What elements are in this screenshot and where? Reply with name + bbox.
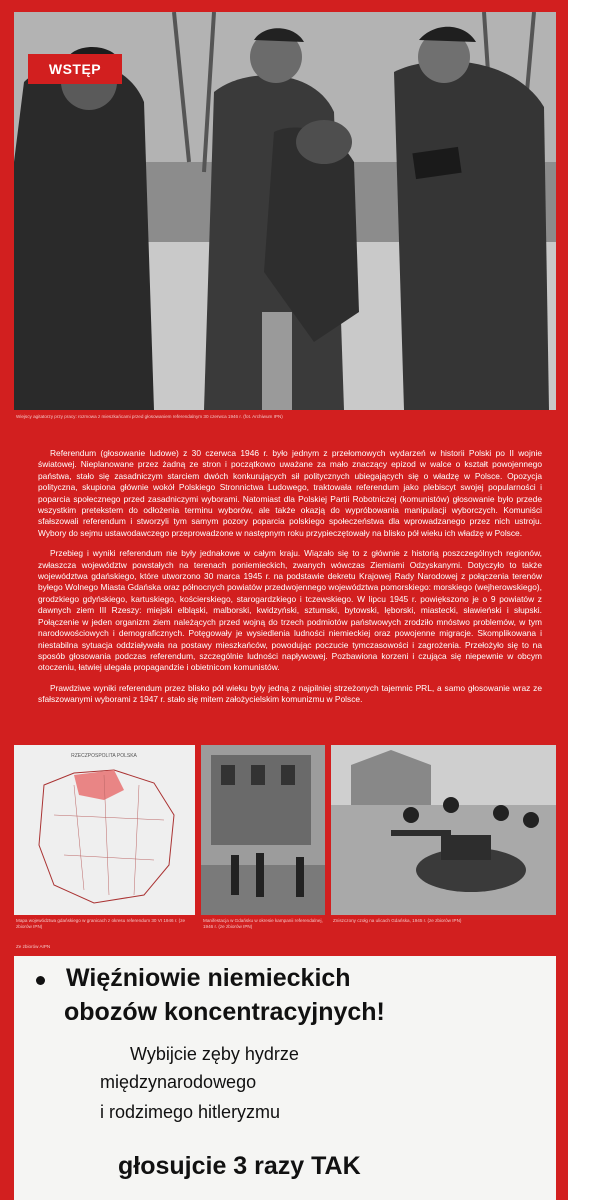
poster-line-4: międzynarodowego: [100, 1072, 257, 1092]
tank-illustration: [331, 745, 556, 915]
article-body: [38, 448, 542, 715]
right-margin-strip: [568, 0, 607, 1200]
street-illustration: [201, 745, 325, 915]
map-title: RZECZPOSPOLITA POLSKA: [71, 753, 137, 759]
tank-photo-caption: Zniszczony czołg na ulicach Gdańska, 1945 r. (ze zbiorów IPN): [333, 918, 462, 923]
street-photo-caption: Manifestacja w Gdańsku w okresie kampanii referendalnej, 1946 r. (ze zbiorów IPN): [203, 918, 323, 929]
map-caption: Mapa województwa gdańskiego w granicach z okresu referendum 30 VI 1946 r. (ze zbiorów IPN): [16, 918, 186, 929]
paragraph-3: Prawdziwe wyniki referendum przez blisko pół wieku były jedną z najpilniej strzeżonych tajemnic PRL, a samo głosowanie wraz ze sfałszowanymi wyborami z 1947 r. stało się mitem założycielskim komunizmu w Polsce.: [38, 682, 542, 705]
tank-photo-thumbnail: [331, 745, 556, 915]
photo-credit: Ze zbiorów AIPN: [16, 944, 51, 949]
map-thumbnail: [14, 745, 195, 915]
poster-line-3: Wybijcie zęby hydrze: [130, 1044, 299, 1064]
poster-line-5: i rodzimego hitleryzmu: [100, 1102, 281, 1122]
main-photo-caption: Wiejscy agitatorzy przy pracy: rozmowa z mieszkańcami przed głosowaniem referendalnym 30 czerwca 1946 r. (fot. Archiwum IPN): [16, 414, 283, 419]
main-photo: [14, 12, 556, 410]
poster-bullet: [36, 976, 45, 985]
paragraph-1: Referendum (głosowanie ludowe) z 30 czerwca 1946 r. było jednym z przełomowych wydarzeń w historii Polski po II wojnie światowej. Nieplanowane przez żadną ze stron i początkowo uważane za mało znaczący epizod w walce o kształt powojennego państwa, stało się zasadniczym starciem dwóch konkurujących sił politycznych ubiegających się o władzę w Polsce. Opozycja polityczna, skupiona głównie wokół Polskiego Stronnictwa Ludowego, traktowała referendum jako plebiscyt swojej popularności i poparcia społecznego przed zasadniczymi wyborami. Natomiast dla Polskiej Partii Robotniczej (komunistów) głosowanie było przede wszystkim pretekstem do odłożenia terminu wyborów, ale także okazją do wypróbowania manipulacji wyborczych. Komuniści sfałszowali referendum i stworzyli tym samym pozory poparcia polskiego społeczeństwa dla wprowadzanego przez nich ustroju. Wybory do sejmu ustawodawczego przeprowadzone w następnym roku przypieczętowały na blisko pół wieku ich władzę w Polsce.: [38, 448, 542, 538]
poster-line-1: Więźniowie niemieckich: [66, 964, 351, 992]
map-illustration: [14, 745, 195, 915]
street-photo-thumbnail: [201, 745, 325, 915]
propaganda-poster: [14, 956, 556, 1200]
paragraph-2: Przebieg i wyniki referendum nie były jednakowe w całym kraju. Wiązało się to z głównie z historią poszczególnych regionów, zwłaszcza województw powstałych na terenach poniemieckich, zwanych wówczas Ziemiami Odzyskanymi. Dotyczyło to także województwa gdańskiego, które utworzono 30 marca 1945 r. na podstawie dekretu Krajowej Rady Narodowej z połączenia terenów byłego Wolnego Miasta Gdańska oraz północnych powiatów przedwojennego województwa pomorskiego: morskiego (wejherowskiego), grodzkiego gdyńskiego, kartuskiego, kościerskiego, starogardzkiego i tczewskiego. W lipcu 1945 r. powiększono je o 9 powiatów z dawnych ziem III Rzeszy: miejski elbląski, malborski, kwidzyński, sztumski, bytowski, lęborski, miastecki, sławieński i słupski. Połączenie w jeden organizm ziem należących przed wojną do trzech podmiotów państwowych zrodziło mnóstwo problemów, w tym narodowościowych i demograficznych. Potęgowały je wysiedlenia ludności niemieckiej oraz powojenne migracje. Skomplikowana i niestabilna sytuacja oddziaływała na postawy mieszkańców, powodując poczucie tymczasowości i zagrożenia. Przełożyło się to na sposób głosowania podczas referendum, szczególnie ludności napływowej. Pozbawiona korzeni i czująca się niepewnie w obcym otoczeniu, łatwiej ulegała propagandzie i obietnicom komunistów.: [38, 548, 542, 673]
poster-line-6: głosujcie 3 razy TAK: [118, 1152, 361, 1180]
section-badge: WSTĘP: [28, 54, 122, 84]
poster-line-2: obozów koncentracyjnych!: [64, 998, 385, 1026]
